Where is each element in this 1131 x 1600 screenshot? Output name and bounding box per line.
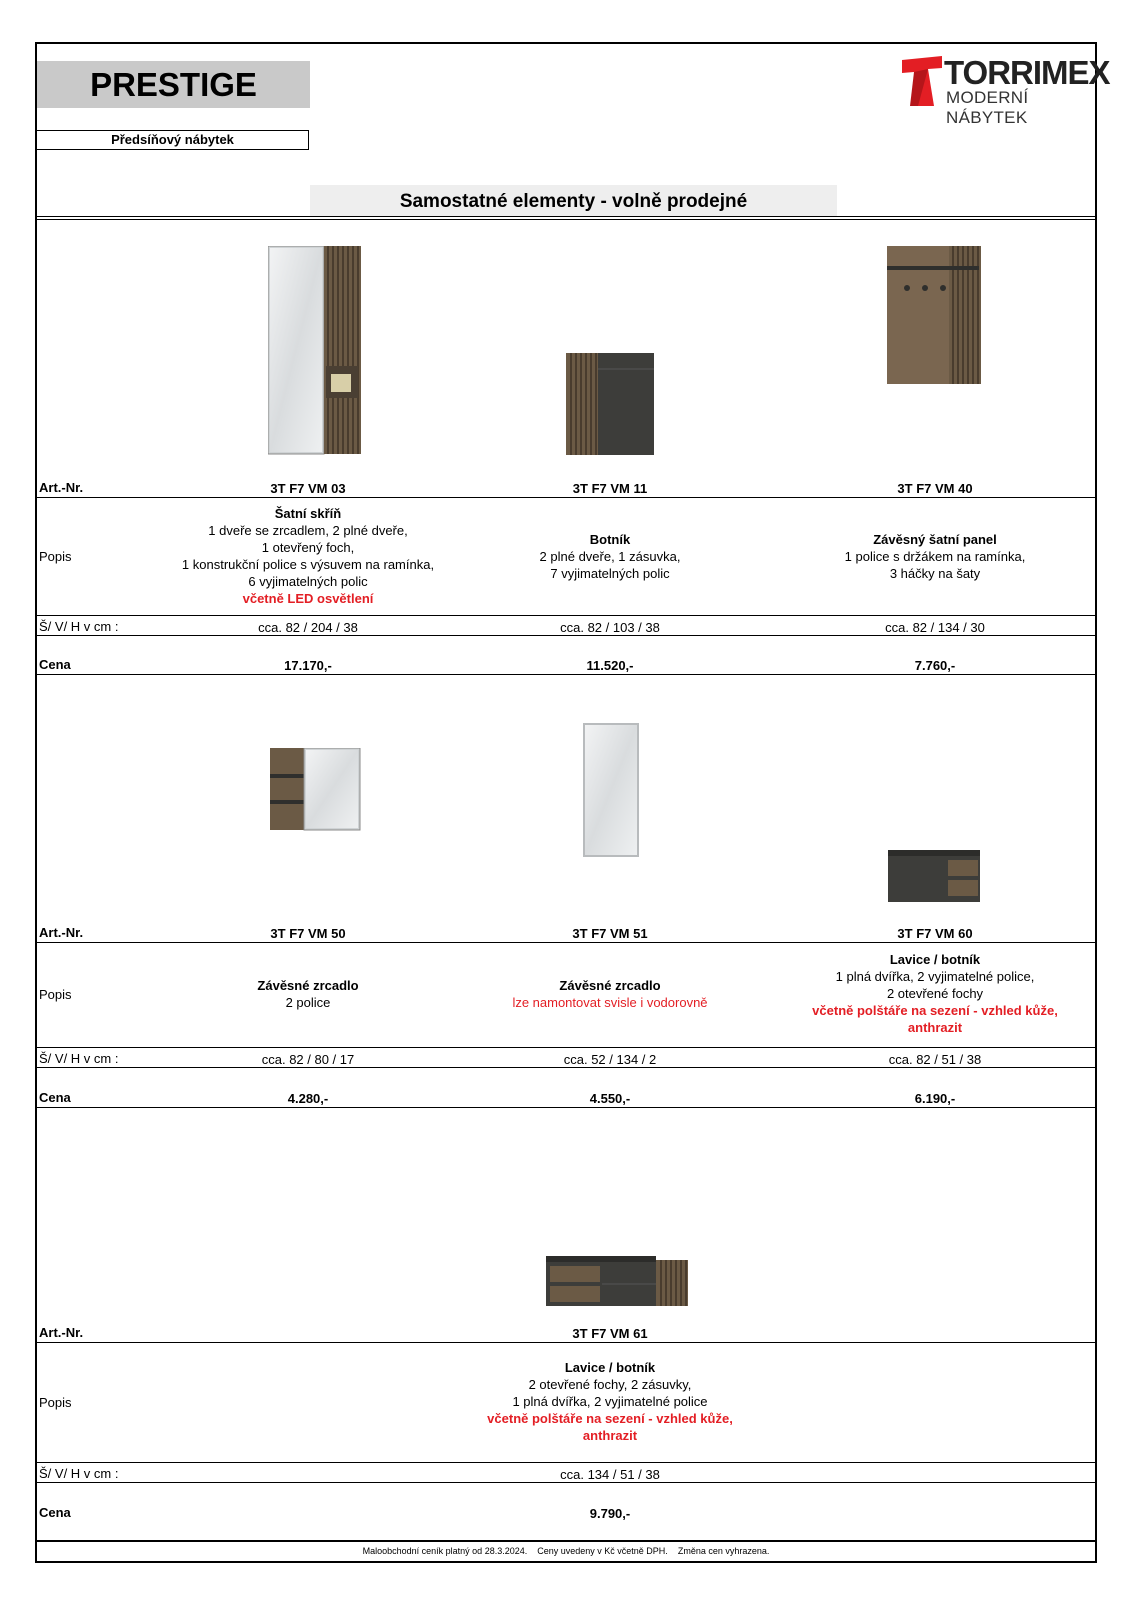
divider xyxy=(37,1482,1095,1483)
footer-note xyxy=(37,1546,1095,1556)
mirror-image xyxy=(583,723,641,859)
highlight-note: anthrazit xyxy=(907,1020,963,1035)
product-description xyxy=(785,531,1085,582)
description-line: 1 dveře se zrcadlem, 2 plné dveře, xyxy=(208,523,408,538)
bench-image xyxy=(888,850,982,904)
dimensions: cca. 82 / 51 / 38 xyxy=(888,1052,982,1067)
product-description xyxy=(440,1359,780,1444)
product-title: Závěsné zrcadlo xyxy=(559,978,661,993)
footer-prices: Ceny uvedeny v Kč včetně DPH. xyxy=(537,1546,668,1556)
price: 4.550,- xyxy=(589,1091,631,1106)
dimensions: cca. 82 / 204 / 38 xyxy=(258,620,358,635)
divider xyxy=(37,216,1095,217)
highlight-note: včetně polštáře na sezení - vzhled kůže, xyxy=(812,1003,1058,1018)
price: 6.190,- xyxy=(914,1091,956,1106)
divider xyxy=(37,942,1095,943)
product-description xyxy=(775,951,1095,1036)
cena-label: Cena xyxy=(39,1505,71,1520)
price: 9.790,- xyxy=(589,1506,631,1521)
description-line: 6 vyjimatelných polic xyxy=(248,574,368,589)
divider xyxy=(37,1067,1095,1068)
art-nr-label: Art.-Nr. xyxy=(39,925,84,940)
description-line: 2 police xyxy=(285,995,331,1010)
divider xyxy=(37,1047,1095,1048)
wardrobe-image xyxy=(268,246,362,456)
dims-label: Š/ V/ H v cm : xyxy=(39,1466,119,1481)
divider xyxy=(37,635,1095,636)
dimensions: cca. 134 / 51 / 38 xyxy=(560,1467,660,1482)
cena-label: Cena xyxy=(39,1090,71,1105)
art-number: 3T F7 VM 60 xyxy=(897,926,973,941)
art-nr-label: Art.-Nr. xyxy=(39,480,84,495)
product-description xyxy=(158,505,458,607)
divider xyxy=(37,1462,1095,1463)
art-number: 3T F7 VM 11 xyxy=(572,481,648,496)
divider xyxy=(37,674,1095,675)
highlight-note: včetně LED osvětlení xyxy=(242,591,374,606)
product-title: Závěsný šatní panel xyxy=(873,532,997,547)
popis-label: Popis xyxy=(39,549,72,564)
art-number: 3T F7 VM 40 xyxy=(897,481,973,496)
dims-label: Š/ V/ H v cm : xyxy=(39,619,119,634)
dims-label: Š/ V/ H v cm : xyxy=(39,1051,119,1066)
product-description xyxy=(460,977,760,1011)
description-line: 1 konstrukční police s výsuvem na ramínka, xyxy=(181,557,435,572)
subcategory-label: Předsíňový nábytek xyxy=(36,130,309,150)
section-title: Samostatné elementy - volně prodejné xyxy=(310,185,837,216)
popis-label: Popis xyxy=(39,1395,72,1410)
art-nr-label: Art.-Nr. xyxy=(39,1325,84,1340)
description-line: 1 police s držákem na ramínka, xyxy=(844,549,1026,564)
art-number: 3T F7 VM 03 xyxy=(270,481,346,496)
mounting-note: lze namontovat svisle i vodorovně xyxy=(512,995,708,1010)
logo-mark-icon xyxy=(900,56,944,108)
description-line: 3 háčky na šaty xyxy=(889,566,981,581)
art-number: 3T F7 VM 50 xyxy=(270,926,346,941)
wall-panel-image xyxy=(887,246,983,386)
footer-changes: Změna cen vyhrazena. xyxy=(677,1546,770,1556)
price: 4.280,- xyxy=(287,1091,329,1106)
product-title: Botník xyxy=(589,532,631,547)
dimensions: cca. 82 / 134 / 30 xyxy=(885,620,985,635)
description-line: 1 plná dvířka, 2 vyjimatelné police xyxy=(512,1394,708,1409)
description-line: 2 otevřené fochy, 2 zásuvky, xyxy=(528,1377,692,1392)
highlight-note: anthrazit xyxy=(582,1428,638,1443)
divider xyxy=(37,219,1095,220)
price: 11.520,- xyxy=(586,658,634,673)
product-description xyxy=(460,531,760,582)
product-title: Lavice / botník xyxy=(564,1360,656,1375)
divider xyxy=(37,1107,1095,1108)
description-line: 7 vyjimatelných polic xyxy=(550,566,670,581)
long-bench-image xyxy=(546,1256,690,1308)
description-line: 2 plné dveře, 1 zásuvka, xyxy=(539,549,681,564)
price: 7.760,- xyxy=(914,658,956,673)
art-number: 3T F7 VM 61 xyxy=(572,1326,648,1341)
price: 17.170,- xyxy=(284,658,332,673)
dimensions: cca. 82 / 103 / 38 xyxy=(560,620,660,635)
cena-label: Cena xyxy=(39,657,71,672)
dimensions: cca. 52 / 134 / 2 xyxy=(563,1052,657,1067)
divider xyxy=(37,1540,1095,1542)
popis-label: Popis xyxy=(39,987,72,1002)
product-description xyxy=(158,977,458,1011)
mirror-shelves-image xyxy=(270,748,362,832)
description-line: 2 otevřené fochy xyxy=(886,986,984,1001)
product-title: Závěsné zrcadlo xyxy=(257,978,359,993)
product-title: Šatní skříň xyxy=(274,506,342,521)
footer-validity: Maloobchodní ceník platný od 28.3.2024. xyxy=(362,1546,528,1556)
description-line: 1 plná dvířka, 2 vyjimatelné police, xyxy=(835,969,1035,984)
product-title: Lavice / botník xyxy=(889,952,981,967)
divider xyxy=(37,615,1095,616)
logo-tagline: MODERNÍ NÁBYTEK xyxy=(946,88,1029,127)
logo-wordmark: TORRIMEX xyxy=(944,54,1110,91)
torrimex-logo xyxy=(900,54,1110,127)
divider xyxy=(37,497,1095,498)
highlight-note: včetně polštáře na sezení - vzhled kůže, xyxy=(487,1411,733,1426)
brand-title: PRESTIGE xyxy=(37,61,310,108)
shoe-cabinet-image xyxy=(566,353,656,457)
art-number: 3T F7 VM 51 xyxy=(572,926,648,941)
description-line: 1 otevřený foch, xyxy=(261,540,355,555)
dimensions: cca. 82 / 80 / 17 xyxy=(261,1052,355,1067)
divider xyxy=(37,1342,1095,1343)
